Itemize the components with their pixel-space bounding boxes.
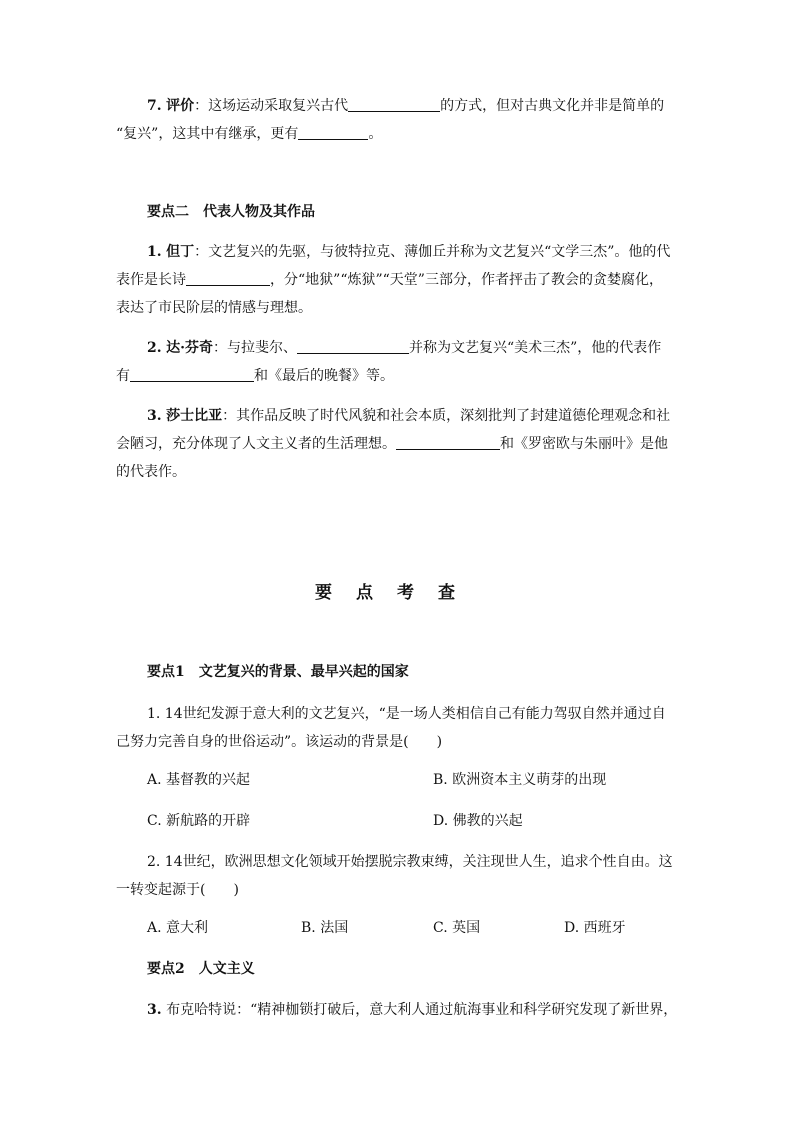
davinci-line2 [116, 366, 686, 386]
q1-option-b[interactable]: B. 欧洲资本主义萌芽的出现 [433, 772, 607, 788]
shakespeare-line2 [116, 434, 686, 454]
q7-blank-1[interactable] [348, 97, 440, 112]
shakespeare-line3: 的代表作。 [116, 464, 186, 480]
dante-text-a: ：文艺复兴的先驱，与彼特拉克、薄伽丘并称为文艺复兴“文学三杰”。他的代 [194, 244, 671, 260]
dante-line1 [147, 242, 717, 262]
shakespeare-line1 [147, 406, 717, 426]
dante-text-b: 表作是长诗 [116, 272, 186, 288]
q7-text-c: “复兴”，这其中有继承，更有 [116, 126, 299, 142]
q1-option-c[interactable]: C. 新航路的开辟 [147, 813, 251, 829]
davinci-label: 达·芬奇 [166, 340, 213, 356]
q7-number: 7. [147, 98, 162, 114]
q2-line1: 2. 14世纪，欧洲思想文化领域开始摆脱宗教束缚，关注现世人生，追求个性自由。这 [147, 854, 673, 870]
davinci-blank-1[interactable] [297, 339, 409, 354]
q2-line2: 一转变起源于( ) [116, 882, 239, 898]
shakespeare-text-a: ：其作品反映了时代风貌和社会本质，深刻批判了封建道德伦理观念和社 [222, 408, 671, 424]
dante-line2 [116, 270, 686, 290]
q7-label: 评价 [166, 98, 195, 114]
davinci-number: 2. [147, 340, 162, 356]
q2-option-b[interactable]: B. 法国 [301, 920, 349, 936]
dante-line3: 表达了市民阶层的情感与理想。 [116, 300, 312, 316]
exam-title: 要点考查 [315, 583, 479, 603]
q2-option-d[interactable]: D. 西班牙 [564, 920, 626, 936]
q1-option-a[interactable]: A. 基督教的兴起 [147, 772, 251, 788]
q7-line1 [147, 96, 717, 116]
q7-text-a: ：这场运动采取复兴古代 [194, 98, 349, 114]
point1-heading: 要点1 文艺复兴的背景、最早兴起的国家 [147, 664, 409, 680]
dante-text-c: ，分“地狱”“炼狱”“天堂”三部分，作者抨击了教会的贪婪腐化， [270, 272, 663, 288]
q3-line1 [147, 1000, 717, 1020]
point2-heading: 要点2 人文主义 [147, 961, 255, 977]
dante-blank[interactable] [186, 271, 270, 286]
q1-line2: 己努力完善自身的世俗运动”。该运动的背景是( ) [116, 734, 443, 750]
section2-heading: 要点二 代表人物及其作品 [147, 204, 315, 220]
q3-text: 布克哈特说：“精神枷锁打破后，意大利人通过航海事业和科学研究发现了新世界， [166, 1002, 678, 1018]
q7-text-d: 。 [368, 126, 383, 142]
davinci-blank-2[interactable] [130, 367, 254, 382]
q3-number: 3. [147, 1002, 162, 1018]
davinci-text-c: 有 [116, 368, 130, 384]
q7-line2 [116, 124, 686, 144]
shakespeare-text-b: 会陋习，充分体现了人文主义者的生活理想。 [116, 436, 396, 452]
shakespeare-number: 3. [147, 408, 162, 424]
dante-number: 1. [147, 244, 162, 260]
q7-blank-2[interactable] [298, 125, 368, 140]
shakespeare-label: 莎士比亚 [166, 408, 223, 424]
q1-option-d[interactable]: D. 佛教的兴起 [433, 813, 523, 829]
davinci-text-b: 并称为文艺复兴“美术三杰”，他的代表作 [408, 340, 662, 356]
q7-text-b: 的方式，但对古典文化并非是简单的 [440, 98, 665, 114]
davinci-text-d: 和《最后的晚餐》等。 [254, 368, 394, 384]
q2-option-c[interactable]: C. 英国 [433, 920, 481, 936]
davinci-text-a: ：与拉斐尔、 [212, 340, 297, 356]
dante-label: 但丁 [166, 244, 195, 260]
shakespeare-text-c: 和《罗密欧与朱丽叶》是他 [500, 436, 668, 452]
davinci-line1 [147, 338, 717, 358]
q2-option-a[interactable]: A. 意大利 [147, 920, 209, 936]
q1-line1: 1. 14世纪发源于意大利的文艺复兴，“是一场人类相信自己有能力驾驭自然并通过自 [147, 706, 666, 722]
shakespeare-blank[interactable] [396, 435, 500, 450]
